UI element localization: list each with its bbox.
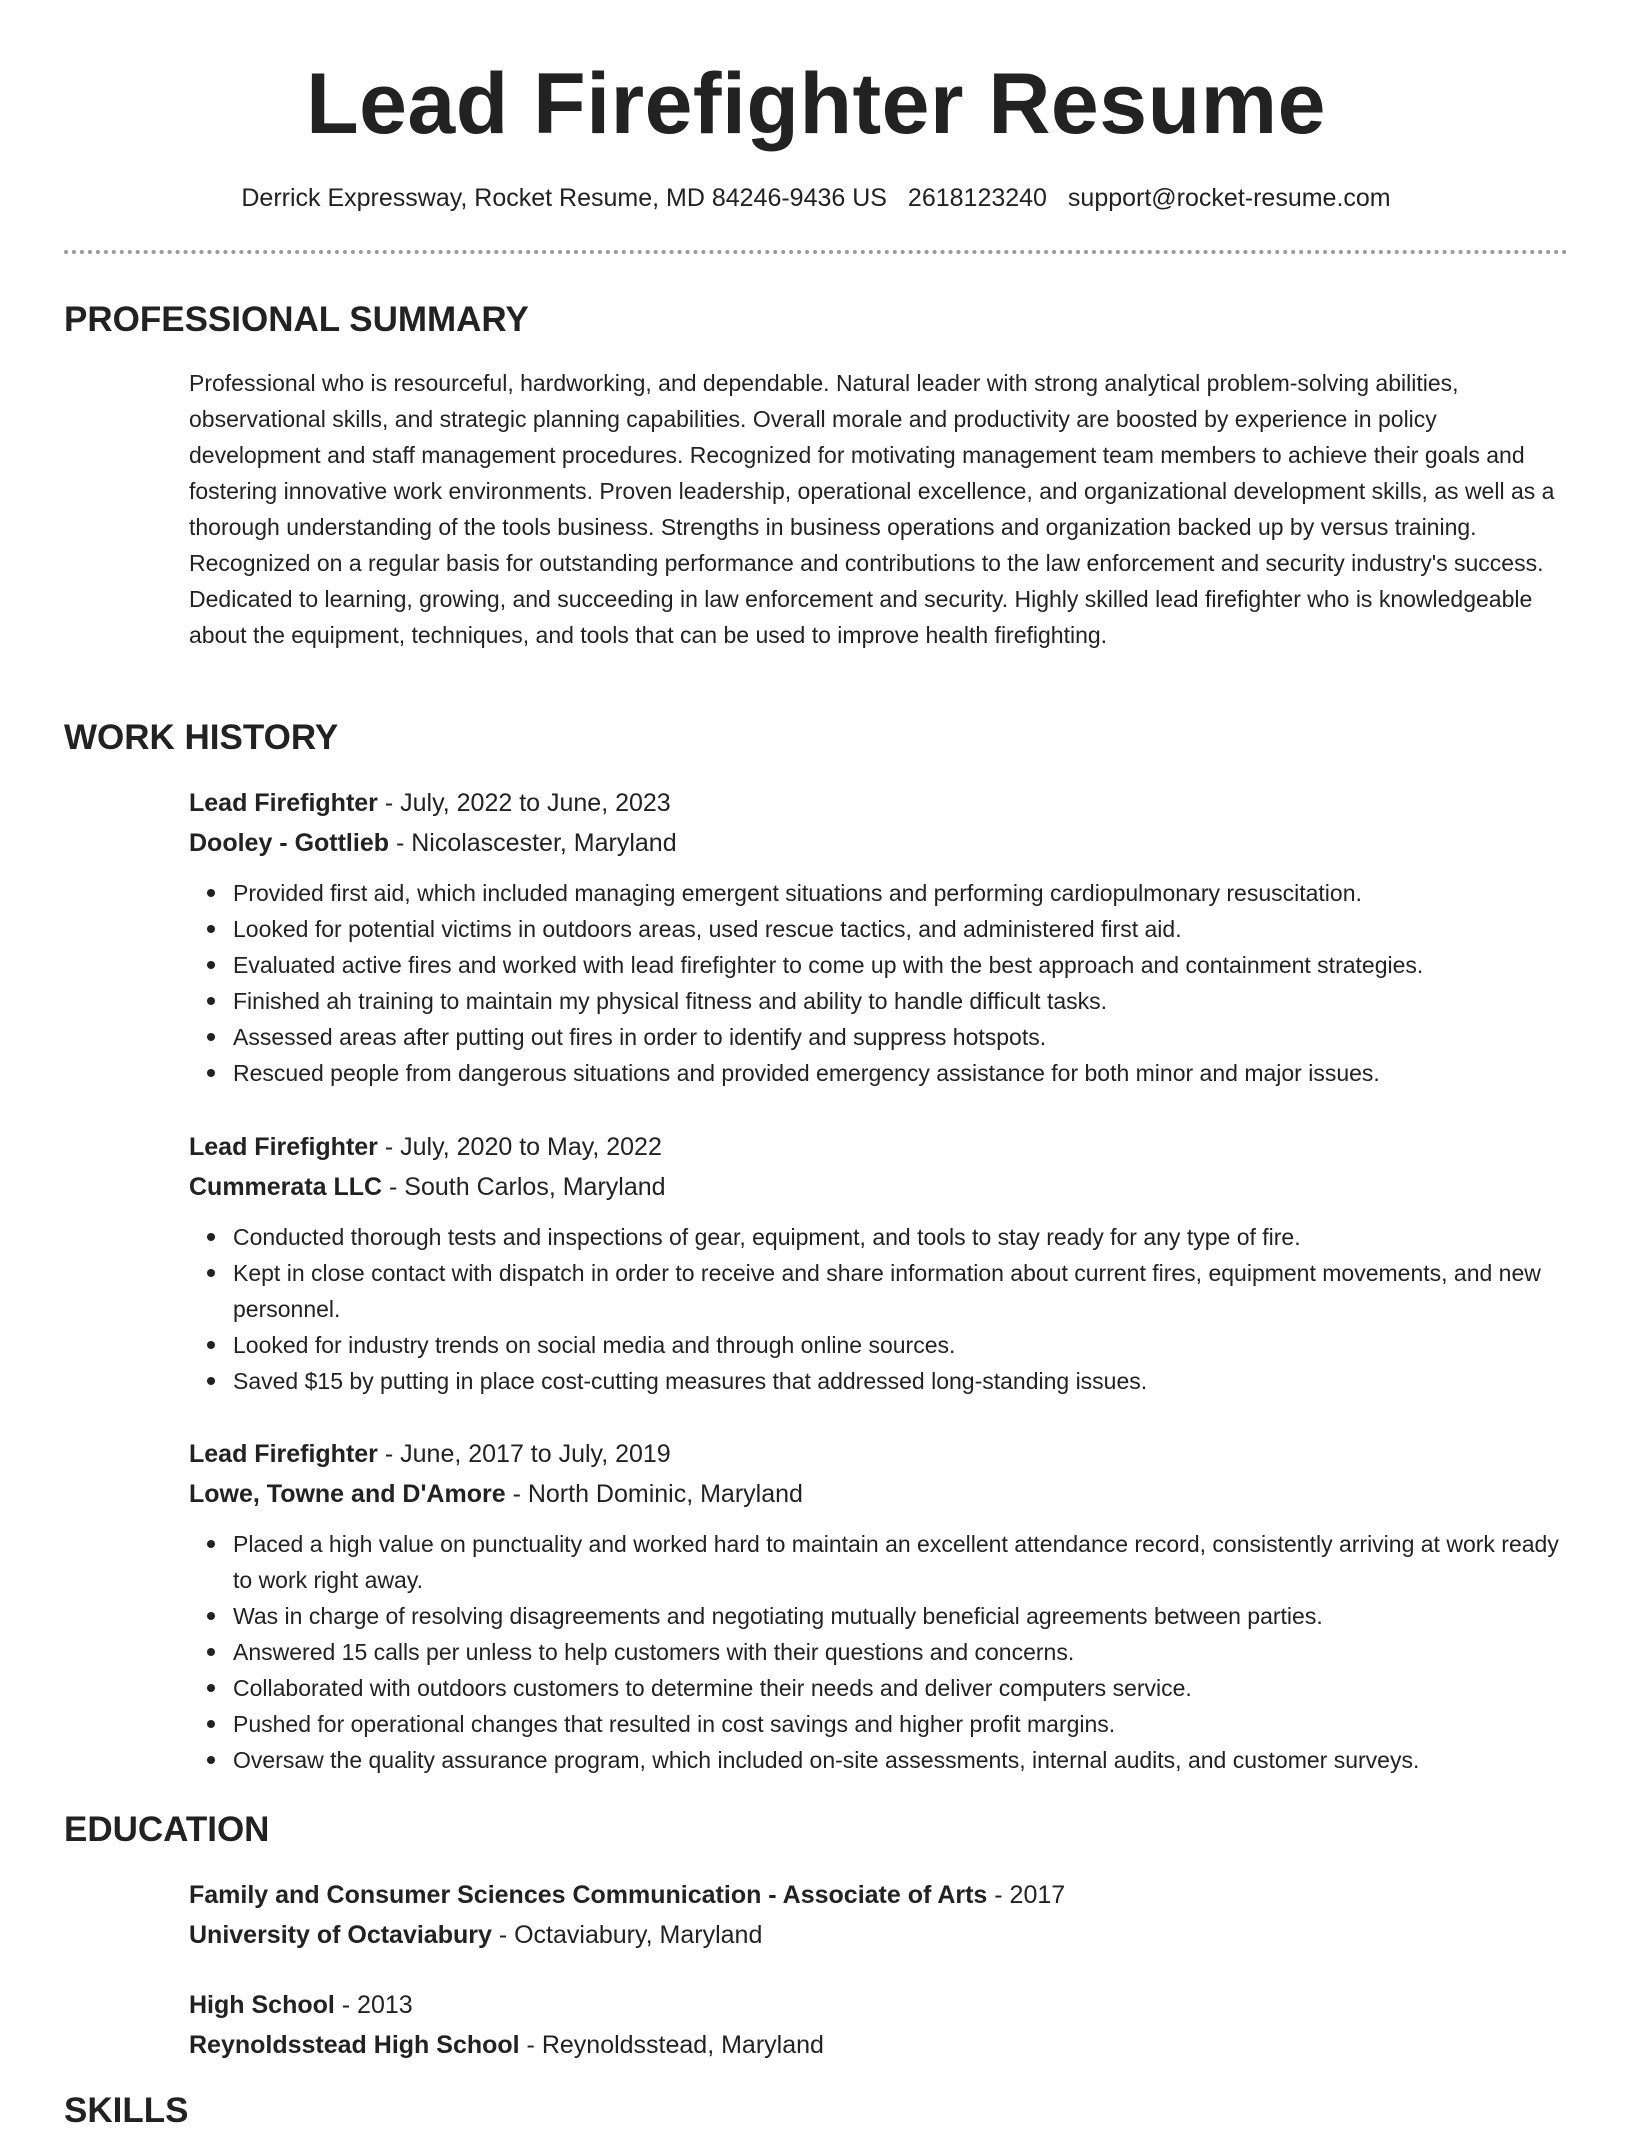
education-school-line <box>189 2025 1569 2065</box>
job-bullets <box>189 1219 1569 1399</box>
job-bullet: Looked for potential victims in outdoors areas, used rescue tactics, and administered first aid. <box>233 911 1569 947</box>
work-history-heading: WORK HISTORY <box>64 718 339 757</box>
job-bullet: Rescued people from dangerous situations and provided emergency assistance for both minor and major issues. <box>233 1055 1569 1091</box>
job-bullet: Evaluated active fires and worked with lead firefighter to come up with the best approach and containment strategies. <box>233 947 1569 983</box>
job-title-line <box>189 1127 1569 1167</box>
job-bullet: Looked for industry trends on social media and through online sources. <box>233 1327 1569 1363</box>
job-entry <box>189 1127 1569 1399</box>
education-degree: Family and Consumer Sciences Communication - Associate of Arts <box>189 1881 988 1909</box>
job-location: - North Dominic, Maryland <box>505 1480 803 1508</box>
job-title-line <box>189 1434 1569 1474</box>
job-bullet: Kept in close contact with dispatch in order to receive and share information about current fires, equipment movements, and new personnel. <box>233 1255 1569 1327</box>
job-entry <box>189 1434 1569 1778</box>
job-company: Lowe, Towne and D'Amore <box>189 1480 506 1508</box>
job-dates: - June, 2017 to July, 2019 <box>377 1440 671 1468</box>
job-bullet: Assessed areas after putting out fires in order to identify and suppress hotspots. <box>233 1019 1569 1055</box>
job-bullet: Placed a high value on punctuality and worked hard to maintain an excellent attendance record, consistently arriving at work ready to work right away. <box>233 1526 1569 1598</box>
job-dates: - July, 2022 to June, 2023 <box>377 789 671 817</box>
job-title: Lead Firefighter <box>189 789 378 817</box>
education-location: - Octaviabury, Maryland <box>491 1921 763 1949</box>
job-bullet: Was in charge of resolving disagreements and negotiating mutually beneficial agreements between parties. <box>233 1598 1569 1634</box>
job-bullets <box>189 875 1569 1091</box>
education-location: - Reynoldsstead, Maryland <box>519 2031 824 2059</box>
education-degree: High School <box>189 1991 335 2019</box>
job-bullet: Finished ah training to maintain my physical fitness and ability to handle difficult tasks. <box>233 983 1569 1019</box>
job-company: Cummerata LLC <box>189 1173 383 1201</box>
job-title-line <box>189 783 1569 823</box>
contact-address: Derrick Expressway, Rocket Resume, MD 84246-9436 US <box>241 184 887 212</box>
education-entry <box>189 1875 1569 1955</box>
education-entry <box>189 1985 1569 2065</box>
job-entry <box>189 783 1569 1091</box>
header-divider <box>64 250 1568 254</box>
summary-section <box>189 365 1569 653</box>
job-title: Lead Firefighter <box>189 1440 378 1468</box>
contact-line <box>0 180 1632 216</box>
job-company-line <box>189 1167 1569 1207</box>
job-company: Dooley - Gottlieb <box>189 829 389 857</box>
job-location: - Nicolascester, Maryland <box>389 829 677 857</box>
education-school: University of Octaviabury <box>189 1921 492 1949</box>
job-company-line <box>189 823 1569 863</box>
summary-heading: PROFESSIONAL SUMMARY <box>64 300 529 339</box>
job-dates: - July, 2020 to May, 2022 <box>377 1133 662 1161</box>
contact-phone: 2618123240 <box>907 184 1047 212</box>
education-heading: EDUCATION <box>64 1810 270 1849</box>
contact-email: support@rocket-resume.com <box>1067 184 1391 212</box>
education-degree-line <box>189 1985 1569 2025</box>
summary-text: Professional who is resourceful, hardworking, and dependable. Natural leader with strong analytical problem-solving abilities, observational skills, and strategic planning capabilities. Overall morale and productivity are boosted by experience in policy development and staff management procedures. Recognized for motivating management team members to achieve their goals and fostering innovative work environments. Proven leadership, operational excellence, and organizational development skills, as well as a thorough understanding of the tools business. Strengths in business operations and organization backed up by versus training. Recognized on a regular basis for outstanding performance and contributions to the law enforcement and security industry's success. Dedicated to learning, growing, and succeeding in law enforcement and security. Highly skilled lead firefighter who is knowledgeable about the equipment, techniques, and tools that can be used to improve health firefighting. <box>189 370 1555 648</box>
job-bullet: Conducted thorough tests and inspections of gear, equipment, and tools to stay ready for any type of fire. <box>233 1219 1569 1255</box>
job-location: - South Carlos, Maryland <box>382 1173 666 1201</box>
skills-heading: SKILLS <box>64 2091 189 2130</box>
job-bullet: Pushed for operational changes that resulted in cost savings and higher profit margins. <box>233 1706 1569 1742</box>
education-school: Reynoldsstead High School <box>189 2031 520 2059</box>
job-bullet: Oversaw the quality assurance program, which included on-site assessments, internal audits, and customer surveys. <box>233 1742 1569 1778</box>
job-bullet: Answered 15 calls per unless to help customers with their questions and concerns. <box>233 1634 1569 1670</box>
job-bullets <box>189 1526 1569 1778</box>
job-bullet: Provided first aid, which included managing emergent situations and performing cardiopulmonary resuscitation. <box>233 875 1569 911</box>
job-company-line <box>189 1474 1569 1514</box>
education-year: - 2017 <box>987 1881 1066 1909</box>
education-year: - 2013 <box>334 1991 413 2019</box>
job-bullet: Collaborated with outdoors customers to determine their needs and deliver computers service. <box>233 1670 1569 1706</box>
resume-title: Lead Firefighter Resume <box>306 56 1326 152</box>
job-title: Lead Firefighter <box>189 1133 378 1161</box>
job-bullet: Saved $15 by putting in place cost-cutting measures that addressed long-standing issues. <box>233 1363 1569 1399</box>
education-degree-line <box>189 1875 1569 1915</box>
education-school-line <box>189 1915 1569 1955</box>
